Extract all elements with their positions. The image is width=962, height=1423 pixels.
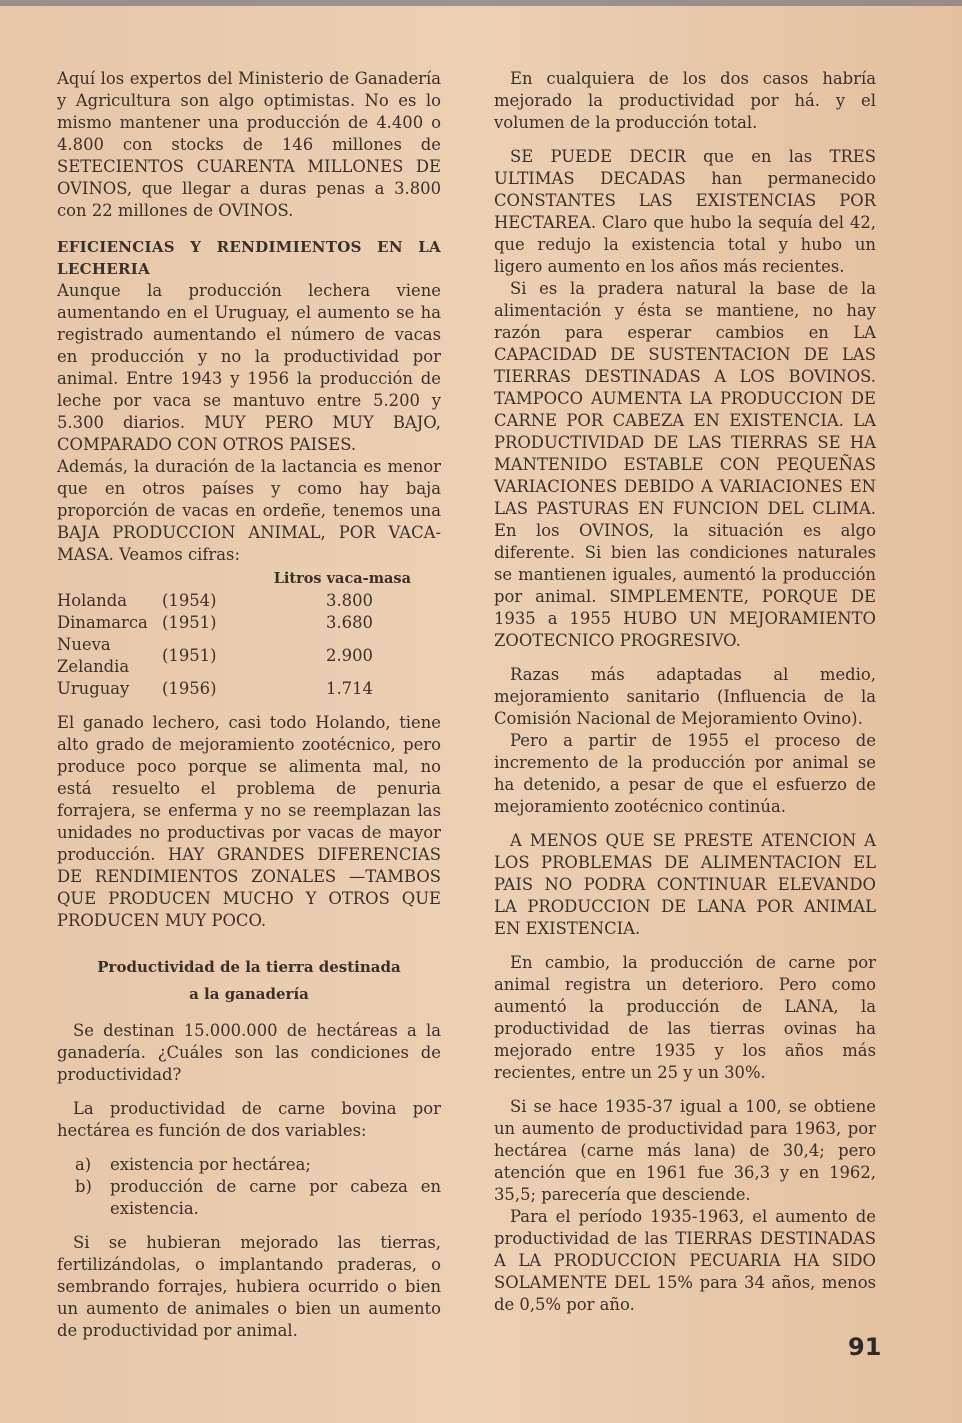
paragraph: Si es la pradera natural la base de la alimentación y ésta se mantiene, no hay razón para esperar cambios en LA CAPACIDAD DE SUSTENTACION DE LAS TIERRAS DESTINADAS A LOS BOVINOS. TAMPOCO AUMENTA LA PRODUCCION DE CARNE POR CABEZA EN EXISTENCIA. LA PRODUCTIVIDAD DE LAS TIERRAS SE HA MANTENIDO ESTABLE CON PEQUEÑAS VARIACIONES DEBIDO A VARIACIONES EN LAS PASTURAS EN FUNCION DEL CLIMA. En los OVINOS, la situación es algo diferente. Si bien las condiciones naturales se mantienen iguales, aumentó la producción por animal. SIMPLEMENTE, PORQUE DE 1935 a 1955 HUBO UN MEJORAMIENTO ZOOTECNICO PROGRESIVO. <box>494 279 876 650</box>
table-cell-country: Uruguay <box>57 679 130 698</box>
table-row <box>57 678 427 700</box>
subheading-line-1: Productividad de la tierra destinada <box>97 958 401 976</box>
list-label: a) <box>75 1155 92 1174</box>
paragraph: El ganado lechero, casi todo Holando, tiene alto grado de mejoramiento zootécnico, pero produce poco porque se alimenta mal, no está resuelto el problema de penuria forrajera, se enferma y no se reemplazan las unidades no productivas por vacas de mayor producción. HAY GRANDES DIFERENCIAS DE RENDIMIENTOS ZONALES —TAMBOS QUE PRODUCEN MUCHO Y OTROS QUE PRODUCEN MUY POCO. <box>57 713 441 930</box>
list-item <box>57 1176 441 1220</box>
section-heading: EFICIENCIAS Y RENDIMIENTOS EN LA LECHERIA <box>57 238 441 278</box>
page-number: 91 <box>848 1333 882 1361</box>
table-cell-year: (1951) <box>162 646 217 665</box>
table-cell-year: (1956) <box>162 679 217 698</box>
paragraph: A MENOS QUE SE PRESTE ATENCION A LOS PROBLEMAS DE ALIMENTACION EL PAIS NO PODRA CONTINUAR ELEVANDO LA PRODUCCION DE LANA POR ANIMAL EN EXISTENCIA. <box>494 831 876 938</box>
table-cell-value: 1.714 <box>326 679 373 698</box>
paragraph: En cambio, la producción de carne por animal registra un deterioro. Pero como aumentó la producción de LANA, la productividad de las tierras ovinas ha mejorado entre 1935 y los años más recientes, entre un 25 y un 30%. <box>494 953 876 1082</box>
list-label: b) <box>75 1177 92 1196</box>
paragraph: Aquí los expertos del Ministerio de Ganadería y Agricultura son algo optimistas. No es lo mismo mantener una producción de 4.400 o 4.800 con stocks de 146 millones de SETECIENTOS CUARENTA MILLONES DE OVINOS, que llegar a duras penas a 3.800 con 22 millones de OVINOS. <box>57 69 441 220</box>
paragraph: Razas más adaptadas al medio, mejoramiento sanitario (Influencia de la Comisión Nacional de Mejoramiento Ovino). <box>494 665 876 728</box>
list-text: producción de carne por cabeza en existencia. <box>110 1177 441 1218</box>
paragraph: La productividad de carne bovina por hectárea es función de dos variables: <box>57 1099 441 1140</box>
table-row <box>57 612 427 634</box>
table-header: Litros vaca-masa <box>273 570 411 587</box>
table-cell-value: 3.800 <box>326 591 373 610</box>
paragraph: SE PUEDE DECIR que en las TRES ULTIMAS DECADAS han permanecido CONSTANTES LAS EXISTENCIAS POR HECTAREA. Claro que hubo la sequía del 42, que redujo la existencia total y hubo un ligero aumento en los años más recientes. <box>494 147 876 276</box>
list-text: existencia por hectárea; <box>110 1155 311 1174</box>
table-row <box>57 634 427 678</box>
paragraph: Además, la duración de la lactancia es menor que en otros países y como hay baja proporción de vacas en ordeñe, tenemos una BAJA PRODUCCION ANIMAL, POR VACA-MASA. Veamos cifras: <box>57 457 441 564</box>
table-row <box>57 590 427 612</box>
right-column <box>494 68 876 1316</box>
scan-top-edge <box>0 0 962 6</box>
paragraph: En cualquiera de los dos casos habría mejorado la productividad por há. y el volumen de la producción total. <box>494 69 876 132</box>
paragraph: Si se hace 1935-37 igual a 100, se obtiene un aumento de productividad para 1963, por hectárea (carne más lana) de 30,4; pero atención que en 1961 fue 36,3 y en 1962, 35,5; parecería que desciende. <box>494 1097 876 1204</box>
table-cell-country: Dinamarca <box>57 613 148 632</box>
table-cell-country: Nueva Zelandia <box>57 635 130 676</box>
left-column <box>57 68 441 1342</box>
subheading-line-2: a la ganadería <box>189 985 309 1003</box>
list-item <box>57 1154 441 1176</box>
milk-yield-table <box>57 568 427 700</box>
paragraph: Aunque la producción lechera viene aumentando en el Uruguay, el aumento se ha registrado aumentando el número de vacas en producción y no la productividad por animal. Entre 1943 y 1956 la producción de leche por vaca se mantuvo entre 5.200 y 5.300 diarios. MUY PERO MUY BAJO, COMPARADO CON OTROS PAISES. <box>57 281 441 454</box>
paragraph: Se destinan 15.000.000 de hectáreas a la ganadería. ¿Cuáles son las condiciones de productividad? <box>57 1021 441 1084</box>
table-cell-value: 2.900 <box>326 646 373 665</box>
table-cell-value: 3.680 <box>326 613 373 632</box>
table-cell-year: (1951) <box>162 613 217 632</box>
paragraph: Si se hubieran mejorado las tierras, fertilizándolas, o implantando praderas, o sembrando forrajes, hubiera ocurrido o bien un aumento de animales o bien un aumento de productividad por animal. <box>57 1233 441 1340</box>
table-cell-year: (1954) <box>162 591 217 610</box>
paragraph: Pero a partir de 1955 el proceso de incremento de la producción por animal se ha detenido, a pesar de que el esfuerzo de mejoramiento zootécnico continúa. <box>494 731 876 816</box>
paragraph: Para el período 1935-1963, el aumento de productividad de las TIERRAS DESTINADAS A LA PRODUCCION PECUARIA HA SIDO SOLAMENTE DEL 15% para 34 años, menos de 0,5% por año. <box>494 1207 876 1314</box>
table-cell-country: Holanda <box>57 591 127 610</box>
